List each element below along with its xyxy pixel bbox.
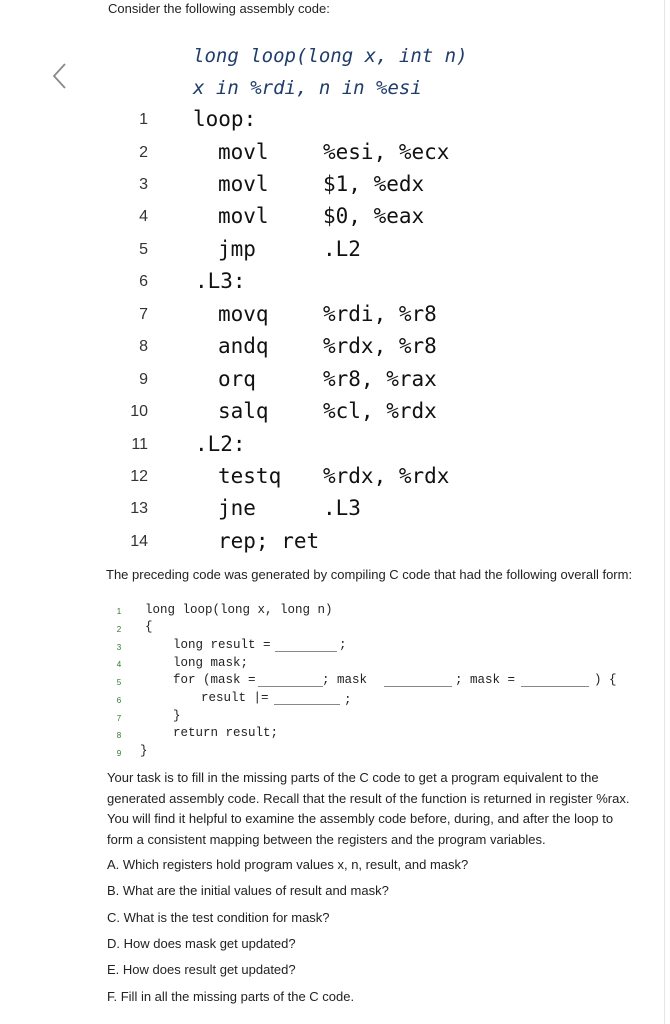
question-b: B. What are the initial values of result and mask? [107, 883, 389, 898]
asm-line-number: 9 [139, 371, 148, 388]
c-line-number: 3 [116, 643, 122, 652]
asm-line-number: 7 [139, 306, 148, 323]
blank-line [384, 686, 452, 687]
question-a: A. Which registers hold program values x, n, result, and mask? [107, 857, 469, 872]
asm-label: .L3: [195, 269, 246, 293]
asm-args: .L2 [323, 237, 361, 261]
middle-text: The preceding code was generated by compiling C code that had the following overall form: [106, 567, 633, 582]
asm-op: andq [218, 334, 269, 358]
c-line-number: 8 [116, 731, 122, 740]
c-line-number: 9 [116, 749, 122, 758]
asm-args: $0, %eax [323, 204, 425, 228]
asm-line-number: 2 [139, 144, 148, 161]
asm-line-number: 14 [130, 533, 148, 550]
asm-op: orq [218, 367, 256, 391]
asm-args: .L3 [323, 496, 361, 520]
asm-label: loop: [193, 107, 257, 131]
asm-op: movl [218, 204, 269, 228]
asm-args: %rdx, %rdx [323, 464, 450, 488]
blank-line [521, 686, 589, 687]
blank-line [275, 651, 337, 652]
blank-line [274, 704, 340, 705]
asm-op: jmp [218, 237, 256, 261]
c-line-number: 7 [116, 714, 122, 723]
c-line: ; [344, 693, 352, 707]
c-line-number: 6 [116, 696, 122, 705]
c-line: return result; [173, 726, 279, 740]
asm-op: movq [218, 302, 269, 326]
c-line: ) { [594, 673, 617, 687]
c-line: long mask; [173, 656, 249, 670]
asm-args: %cl, %rdx [323, 399, 437, 423]
asm-line-number: 5 [139, 241, 148, 258]
c-line: { [145, 620, 153, 634]
c-line: ; mask = [455, 673, 516, 687]
asm-line-number: 10 [130, 403, 148, 420]
c-line-number: 1 [116, 607, 122, 616]
asm-args: %rdi, %r8 [323, 302, 437, 326]
page-border [664, 0, 665, 1024]
asm-line-number: 1 [139, 111, 148, 128]
asm-line-number: 6 [139, 273, 148, 290]
asm-args: %rdx, %r8 [323, 334, 437, 358]
asm-signature: long loop(long x, int n) [193, 45, 468, 67]
c-line: for (mask = [173, 673, 256, 687]
asm-line-number: 3 [139, 176, 148, 193]
asm-args: %r8, %rax [323, 367, 437, 391]
asm-params: x in %rdi, n in %esi [193, 77, 422, 99]
asm-label: .L2: [195, 432, 246, 456]
blank-line [258, 686, 323, 687]
c-line-number: 5 [116, 678, 122, 687]
c-line-number: 4 [116, 660, 122, 669]
c-line: } [140, 744, 148, 758]
c-line: long loop(long x, long n) [145, 603, 333, 617]
c-line: } [173, 709, 181, 723]
c-line: ; mask [322, 673, 368, 687]
intro-text: Consider the following assembly code: [108, 1, 330, 16]
instructions-paragraph: Your task is to fill in the missing parts of the C code to get a program equivalent to the generated assembly code. Recall that the result of the function is returned in register %rax. You will find it helpful to examine the assembly code before, during, and after the loop to form a consistent mapping between the registers and the program variables. [107, 770, 630, 847]
c-line: result |= [201, 691, 269, 705]
c-line-number: 2 [116, 625, 122, 634]
c-line: long result = [173, 638, 271, 652]
asm-op: testq [218, 464, 282, 488]
asm-args: %esi, %ecx [323, 140, 450, 164]
asm-line-number: 12 [130, 468, 148, 485]
question-c: C. What is the test condition for mask? [107, 910, 330, 925]
question-f: F. Fill in all the missing parts of the C code. [107, 989, 355, 1004]
asm-line-number: 13 [130, 500, 148, 517]
chevron-left-icon [50, 61, 70, 91]
asm-op: jne [218, 496, 256, 520]
asm-op: movl [218, 140, 269, 164]
asm-op: rep; ret [218, 529, 320, 553]
question-e: E. How does result get updated? [107, 962, 296, 977]
asm-line-number: 4 [139, 208, 148, 225]
question-d: D. How does mask get updated? [107, 936, 296, 951]
c-line: ; [339, 638, 347, 652]
asm-line-number: 8 [139, 338, 148, 355]
asm-args: $1, %edx [323, 172, 425, 196]
back-button[interactable] [42, 58, 78, 94]
asm-line-number: 11 [131, 436, 148, 453]
asm-op: salq [218, 399, 269, 423]
asm-op: movl [218, 172, 269, 196]
